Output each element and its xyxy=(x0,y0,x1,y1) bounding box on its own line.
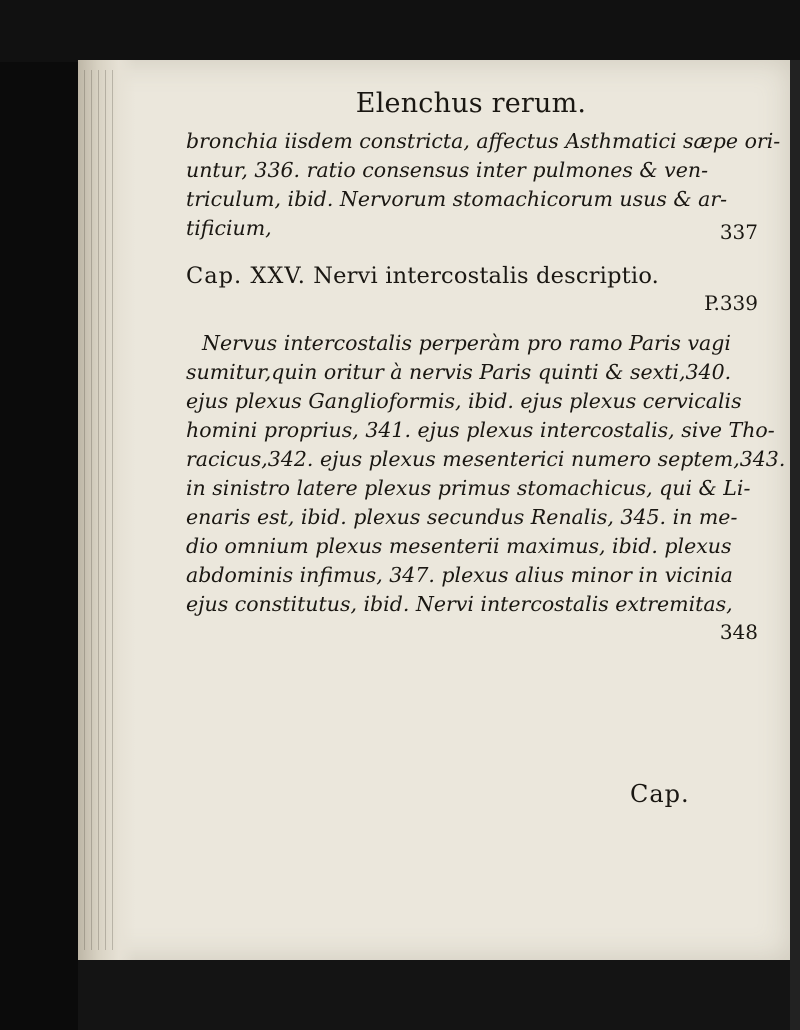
text-line: homini proprius, 341. ejus plexus intercostalis, sive Tho- xyxy=(186,418,775,442)
text-line: bronchia iisdem constricta, affectus Asthmatici sæpe ori- xyxy=(186,129,781,153)
text-line: sumitur,quin oritur à nervis Paris quinti & sexti,340. xyxy=(186,360,732,384)
chapter-title: Nervi intercostalis descriptio. xyxy=(313,263,660,289)
text-line: Nervus intercostalis perperàm pro ramo Paris vagi xyxy=(202,331,731,355)
scan-background-right xyxy=(790,60,800,1030)
scan-background-top xyxy=(0,0,800,62)
chapter-heading xyxy=(186,263,766,289)
entry-paragraph-2 xyxy=(186,329,786,645)
page-text xyxy=(186,80,786,645)
running-header: Elenchus rerum. xyxy=(355,88,587,119)
chapter-page-reference: P.339 xyxy=(704,291,758,315)
text-line: in sinistro latere plexus primus stomachicus, qui & Li- xyxy=(186,476,751,500)
catchword: Cap. xyxy=(630,780,690,808)
page-reference: 348 xyxy=(719,620,758,644)
entry-paragraph-1 xyxy=(186,127,781,245)
text-line: abdominis infimus, 347. plexus alius minor in vicinia xyxy=(186,563,733,587)
page-reference: 337 xyxy=(719,220,758,244)
scan-background-bottom xyxy=(78,960,790,1030)
text-line: untur, 336. ratio consensus inter pulmones & ven- xyxy=(186,158,708,182)
text-line: triculum, ibid. Nervorum stomachicorum usus & ar- xyxy=(186,187,728,211)
text-line: ejus plexus Ganglioformis, ibid. ejus plexus cervicalis xyxy=(186,389,742,413)
text-line: ejus constitutus, ibid. Nervi intercostalis extremitas, xyxy=(186,592,733,616)
text-line: racicus,342. ejus plexus mesenterici numero septem,343. xyxy=(186,447,786,471)
text-line: dio omnium plexus mesenterii maximus, ibid. plexus xyxy=(186,534,732,558)
binding-edge xyxy=(84,70,114,950)
text-line: tificium, xyxy=(186,216,272,240)
chapter-number: Cap. XXV. xyxy=(186,263,306,289)
text-line: enaris est, ibid. plexus secundus Renalis, 345. in me- xyxy=(186,505,738,529)
